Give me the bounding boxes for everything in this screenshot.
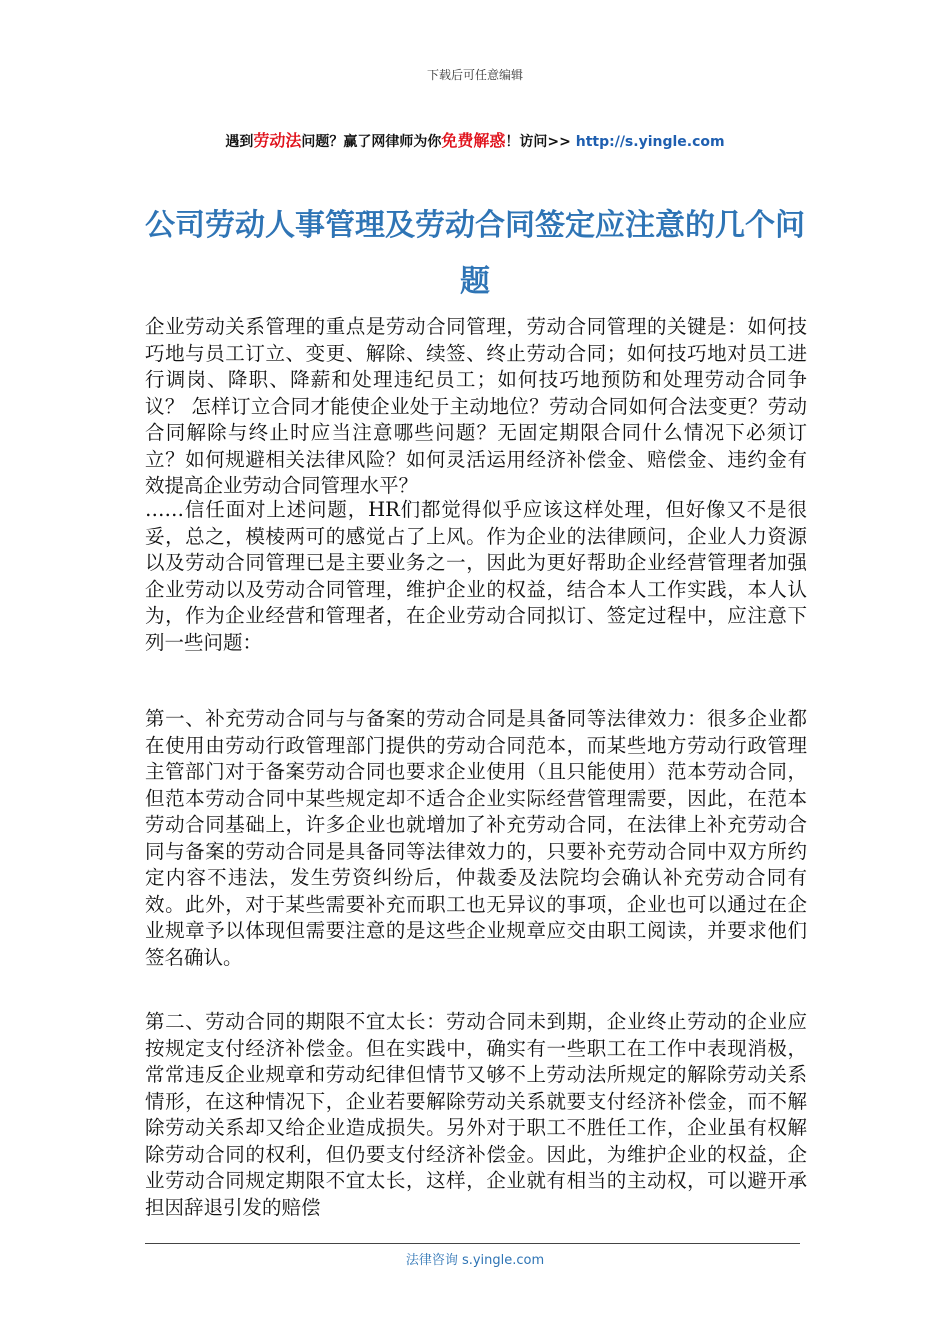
footer-divider xyxy=(145,1243,800,1244)
promo-suffix: ！访问>> xyxy=(505,134,576,150)
paragraph-point-one: 第一、补充劳动合同与与备案的劳动合同是具备同等法律效力：很多企业都在使用由劳动行政管理部门提供的劳动合同范本，而某些地方劳动行政管理主管部门对于备案劳动合同也要求企业使用（且只能使用）范本劳动合同，但范本劳动合同中某些规定却不适合企业实际经营管理需要，因此，在范本劳动合同基础上，许多企业也就增加了补充劳动合同，在法律上补充劳动合同与备案的劳动合同是具备同等法律效力的，只要补充劳动合同中双方所约定内容不违法，发生劳资纠纷后，仲裁委及法院均会确认补充劳动合同有效。此外，对于某些需要补充而职工也无异议的事项，企业也可以通过在企业规章予以体现但需要注意的是这些企业规章应交由职工阅读，并要求他们签名确认。 xyxy=(145,707,807,969)
paragraph-context: ……信任面对上述问题，HR们都觉得似乎应该这样处理，但好像又不是很妥，总之，模棱两可的感觉占了上风。作为企业的法律顾问，企业人力资源以及劳动合同管理已是主要业务之一，因此为更好帮助企业经营管理者加强企业劳动以及劳动合同管理，维护企业的权益，结合本人工作实践，本人认为，作为企业经营和管理者，在企业劳动合同拟订、签定过程中，应注意下列一些问题： xyxy=(145,498,807,654)
promo-prefix: 遇到 xyxy=(225,134,254,150)
document-title: 公司劳动人事管理及劳动合同签定应注意的几个问题 xyxy=(145,208,805,299)
header-note: 下载后可任意编辑 xyxy=(426,68,523,82)
promo-banner xyxy=(0,128,950,151)
paragraph-point-two: 第二、劳动合同的期限不宜太长：劳动合同未到期，企业终止劳动的企业应按规定支付经济补偿金。但在实践中，确实有一些职工在工作中表现消极，常常违反企业规章和劳动纪律但情节又够不上劳动法所规定的解除劳动关系情形，在这种情况下，企业若要解除劳动关系就要支付经济补偿金，而不解除劳动关系却又给企业造成损失。另外对于职工不胜任工作，企业虽有权解除劳动合同的权利，但仍要支付经济补偿金。因此，为维护企业的权益，企业劳动合同规定期限不宜太长，这样，企业就有相当的主动权，可以避开承担因辞退引发的赔偿 xyxy=(145,1010,807,1219)
promo-link[interactable]: http://s.yingle.com xyxy=(575,134,725,150)
promo-middle: 问题？赢了网律师为你 xyxy=(301,134,442,150)
promo-highlight-labor-law: 劳动法 xyxy=(253,131,302,150)
promo-highlight-free: 免费解惑 xyxy=(441,131,506,150)
paragraph-intro: 企业劳动关系管理的重点是劳动合同管理，劳动合同管理的关键是：如何技巧地与员工订立、变更、解除、续签、终止劳动合同；如何技巧地对员工进行调岗、降职、降薪和处理违纪员工；如何技巧地预防和处理劳动合同争议？ 怎样订立合同才能使企业处于主动地位？劳动合同如何合法变更？劳动合同解除与终止时应当注意哪些问题？无固定期限合同什么情况下必须订立？如何规避相关法律风险？如何灵活运用经济补偿金、赔偿金、违约金有效提高企业劳动合同管理水平？ xyxy=(145,315,807,497)
footer-text[interactable]: 法律咨询 s.yingle.com xyxy=(405,1253,545,1268)
